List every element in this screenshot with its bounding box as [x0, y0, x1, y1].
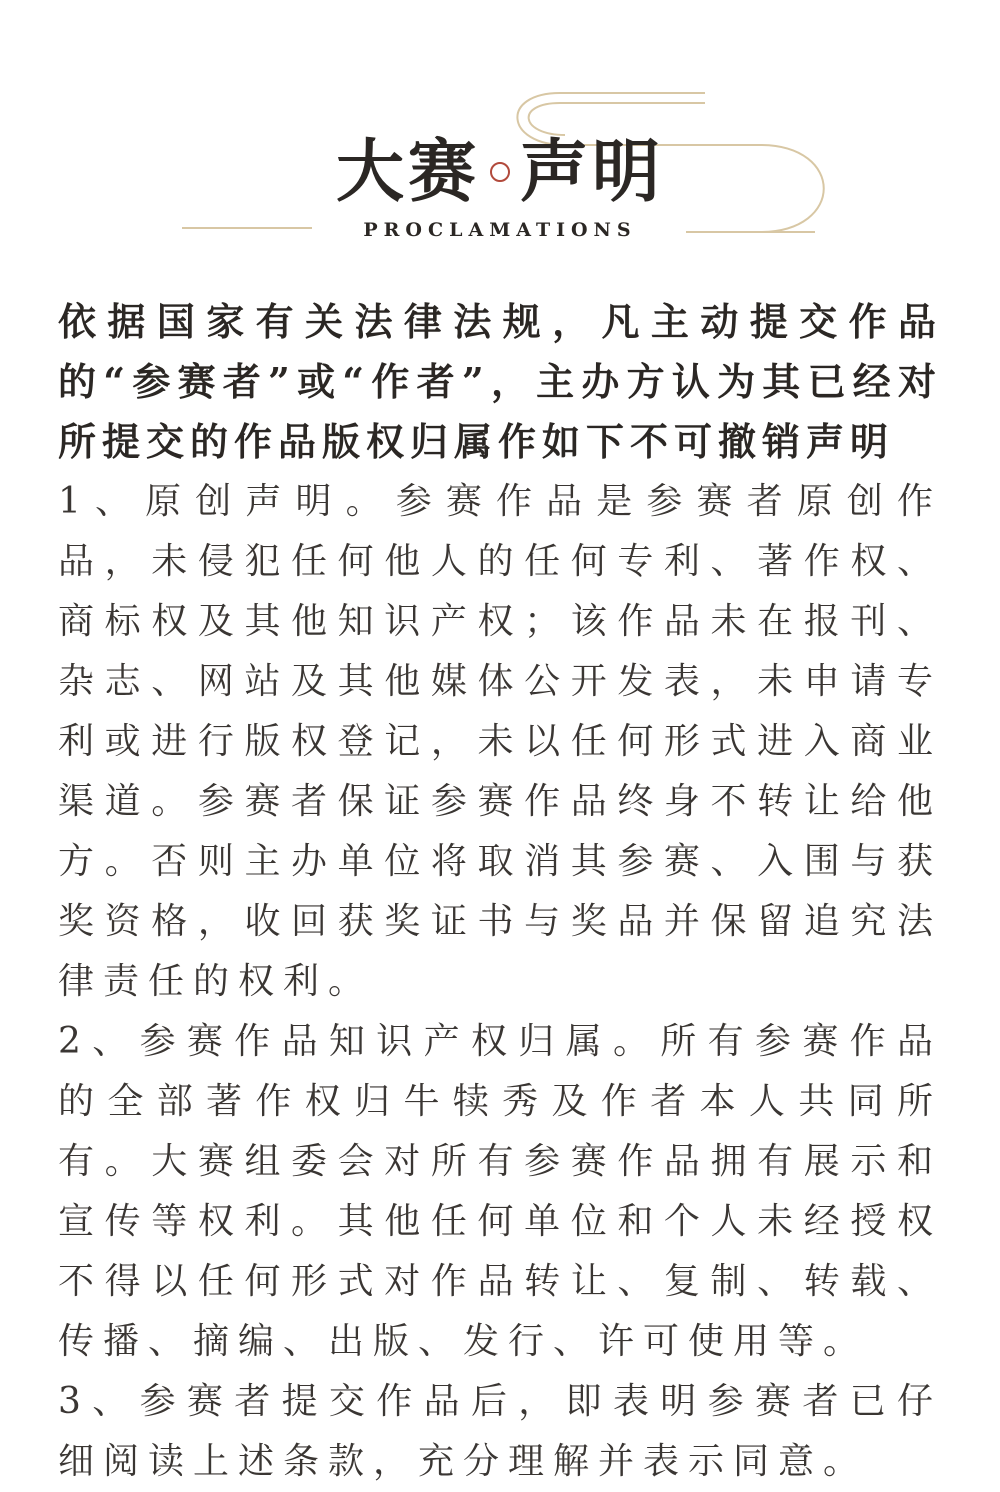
clause-1: 1、原创声明。参赛作品是参赛者原创作品，未侵犯任何他人的任何专利、著作权、商标权及其他知识产权；该作品未在报刊、杂志、网站及其他媒体公开发表，未申请专利或进行版权登记，未以任何形式进入商业渠道。参赛者保证参赛作品终身不转让给他方。否则主办单位将取消其参赛、入围与获奖资格，收回获奖证书与奖品并保留追究法律责任的权利。: [58, 481, 942, 1002]
title-right: 声明: [520, 132, 665, 212]
lead-paragraph: 依据国家有关法律法规，凡主动提交作品的“参赛者”或“作者”，主办方认为其已经对所提交的作品版权归属作如下不可撤销声明: [58, 299, 942, 464]
arc-line-inner: [529, 103, 705, 135]
page-subtitle: PROCLAMATIONS: [363, 219, 637, 241]
page-title: [0, 132, 1000, 212]
circle-dot-icon: [490, 162, 510, 182]
declaration-content: [58, 292, 942, 1492]
clause-2: 2、参赛作品知识产权归属。所有参赛作品的全部著作权归牛犊秀及作者本人共同所有。大赛组委会对所有参赛作品拥有展示和宣传等权利。其他任何单位和个人未经授权不得以任何形式对作品转让、复制、转载、传播、摘编、出版、发行、许可使用等。: [58, 1021, 942, 1362]
header: [0, 0, 1000, 290]
title-left: 大赛: [335, 132, 480, 212]
clause-3: 3、参赛者提交作品后，即表明参赛者已仔细阅读上述条款，充分理解并表示同意。: [58, 1381, 942, 1482]
